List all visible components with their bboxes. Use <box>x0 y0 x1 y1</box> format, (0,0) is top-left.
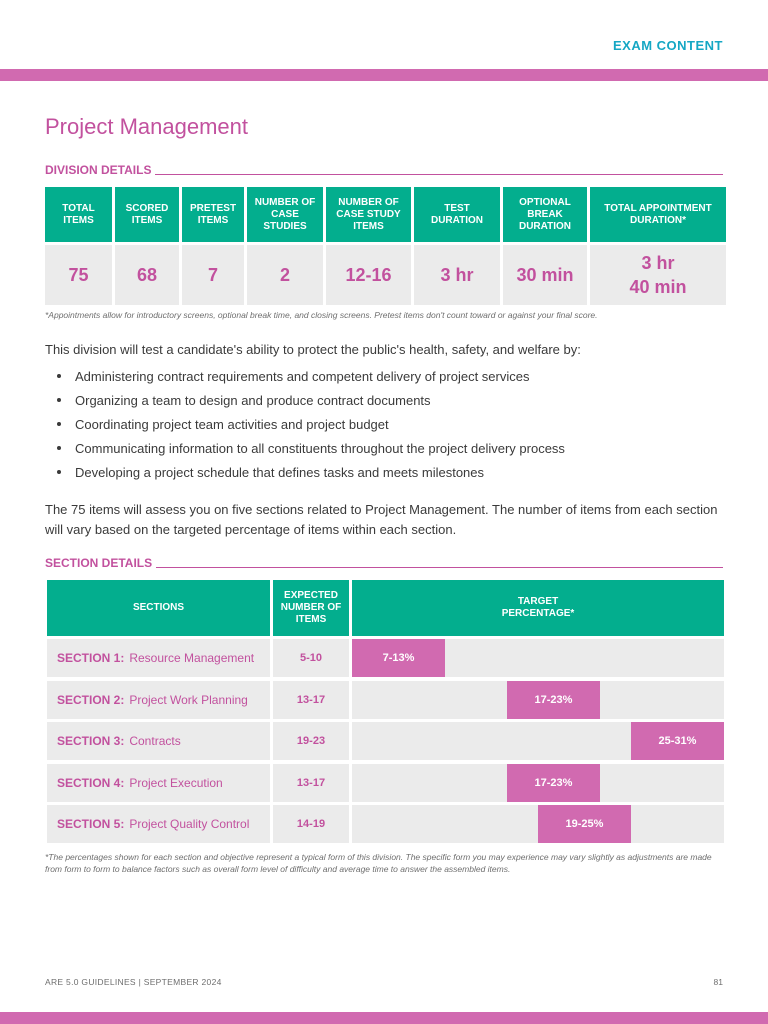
section-number: SECTION 3: <box>57 734 125 748</box>
section-number: SECTION 1: <box>57 651 125 665</box>
heading-rule <box>155 174 723 175</box>
col-header-scored-items: SCORED ITEMS <box>115 187 179 242</box>
target-percentage-bar: 17-23% <box>507 681 600 719</box>
page-title: Project Management <box>45 114 248 139</box>
target-percentage-track <box>352 805 724 843</box>
col-header-target-percentage: TARGET PERCENTAGE* <box>352 580 724 636</box>
target-percentage-bar: 19-25% <box>538 805 631 843</box>
section-name-cell <box>47 764 270 802</box>
section-title: Resource Management <box>129 651 255 665</box>
division-footnote: *Appointments allow for introductory screens, optional break time, and closing screens. Pretest items don't count toward or against your final score. <box>45 310 598 320</box>
bottom-divider-bar <box>0 1012 768 1024</box>
division-details-heading <box>45 161 723 179</box>
section-details-label: SECTION DETAILS <box>45 556 153 570</box>
expected-items-cell: 14-19 <box>273 805 349 843</box>
section-title: Contracts <box>129 734 181 748</box>
value-break-duration: 30 min <box>503 245 587 305</box>
value-pretest-items: 7 <box>182 245 244 305</box>
list-item: Organizing a team to design and produce contract documents <box>57 388 565 412</box>
value-test-duration: 3 hr <box>414 245 500 305</box>
section-name-cell <box>47 722 270 760</box>
top-divider-bar <box>0 69 768 81</box>
bullet-icon <box>57 374 61 378</box>
heading-rule <box>156 567 723 568</box>
footer-guidelines: ARE 5.0 GUIDELINES | SEPTEMBER 2024 <box>45 977 222 987</box>
target-percentage-track <box>352 722 724 760</box>
value-scored-items: 68 <box>115 245 179 305</box>
expected-items-cell: 13-17 <box>273 681 349 719</box>
section-details-heading <box>45 554 723 572</box>
section-title: Project Quality Control <box>129 817 250 831</box>
bullet-icon <box>57 422 61 426</box>
section-name-cell <box>47 681 270 719</box>
bullet-icon <box>57 398 61 402</box>
section-footnote: *The percentages shown for each section and objective represent a typical form of this division. The specific form you may experience may vary slightly as adjustments are made from form to form to balance factors such as overall form level of difficulty and average time to answer the assembled items. <box>45 852 712 875</box>
value-case-studies: 2 <box>247 245 323 305</box>
col-header-case-studies: NUMBER OF CASE STUDIES <box>247 187 323 242</box>
value-appointment-hours: 3 hr <box>641 252 675 273</box>
bullet-icon <box>57 446 61 450</box>
target-percentage-bar: 7-13% <box>352 639 445 677</box>
col-header-total-items: TOTAL ITEMS <box>45 187 112 242</box>
col-header-test-duration: TEST DURATION <box>414 187 500 242</box>
col-header-sections: SECTIONS <box>47 580 270 636</box>
col-header-break-duration: OPTIONAL BREAK DURATION <box>503 187 587 242</box>
expected-items-cell: 13-17 <box>273 764 349 802</box>
value-case-study-items: 12-16 <box>326 245 411 305</box>
target-percentage-bar: 25-31% <box>631 722 724 760</box>
col-header-appointment-duration: TOTAL APPOINTMENT DURATION* <box>590 187 726 242</box>
value-total-items: 75 <box>45 245 112 305</box>
target-percentage-track <box>352 681 724 719</box>
list-item: Coordinating project team activities and project budget <box>57 412 565 436</box>
target-percentage-track <box>352 764 724 802</box>
division-details-table <box>45 187 726 305</box>
target-percentage-bar: 17-23% <box>507 764 600 802</box>
list-item: Communicating information to all constituents throughout the project delivery process <box>57 436 565 460</box>
header-label: EXAM CONTENT <box>613 38 723 53</box>
value-appointment-minutes: 40 min <box>629 277 687 297</box>
section-number: SECTION 4: <box>57 775 125 790</box>
bullet-list <box>57 364 565 484</box>
section-number: SECTION 5: <box>57 817 125 831</box>
col-header-pretest-items: PRETEST ITEMS <box>182 187 244 242</box>
expected-items-cell: 19-23 <box>273 722 349 760</box>
division-details-label: DIVISION DETAILS <box>45 163 152 177</box>
col-header-expected-items: EXPECTED NUMBER OF ITEMS <box>273 580 349 636</box>
target-percentage-track <box>352 639 724 677</box>
list-item: Developing a project schedule that defines tasks and meets milestones <box>57 460 565 484</box>
sections-paragraph: The 75 items will assess you on five sections related to Project Management. The number of items from each section will vary based on the targeted percentage of items within each section. <box>45 502 718 537</box>
page-number: 81 <box>713 977 723 987</box>
section-name-cell <box>47 639 270 677</box>
value-appointment-duration <box>590 245 726 305</box>
intro-text: This division will test a candidate's ability to protect the public's health, safety, and welfare by: <box>45 342 581 357</box>
section-number: SECTION 2: <box>57 692 125 707</box>
section-title: Project Execution <box>129 775 223 790</box>
col-header-case-study-items: NUMBER OF CASE STUDY ITEMS <box>326 187 411 242</box>
section-name-cell <box>47 805 270 843</box>
section-title: Project Work Planning <box>129 692 248 707</box>
expected-items-cell: 5-10 <box>273 639 349 677</box>
list-item: Administering contract requirements and competent delivery of project services <box>57 364 565 388</box>
bullet-icon <box>57 470 61 474</box>
